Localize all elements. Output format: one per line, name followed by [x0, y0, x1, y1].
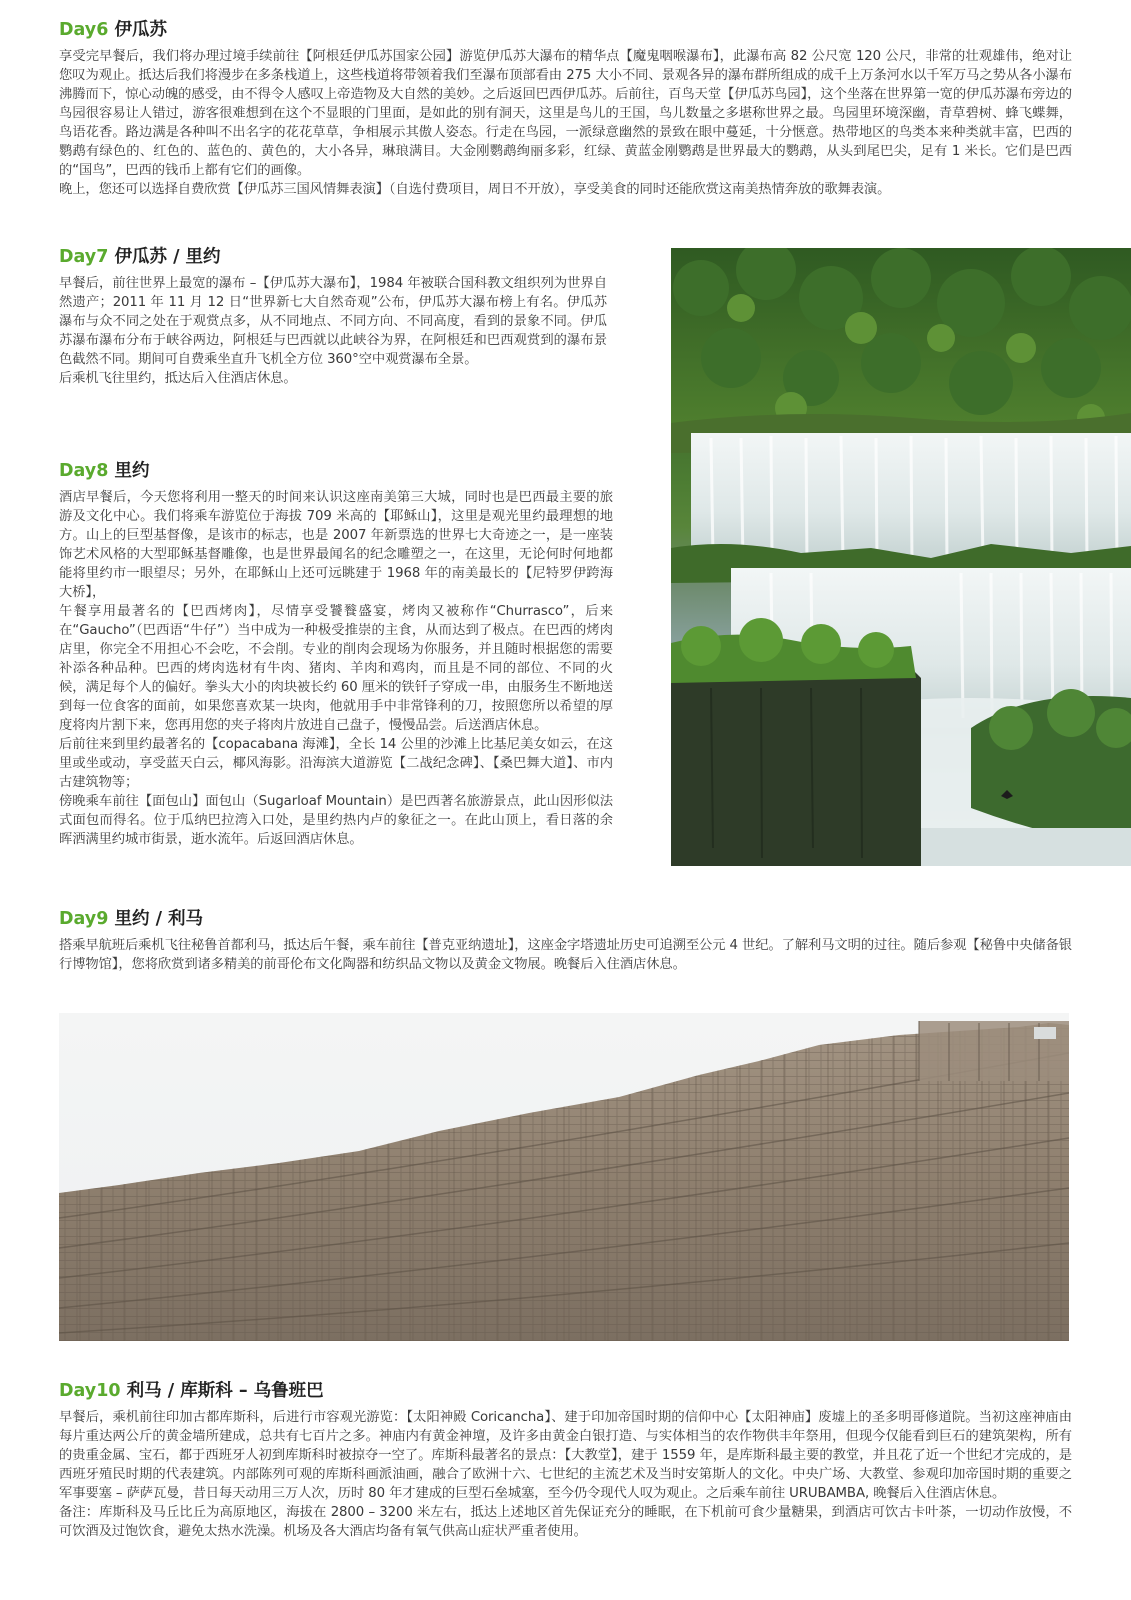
day6-paragraph-1: 享受完早餐后，我们将办理过境手续前往【阿根廷伊瓜苏国家公园】游览伊瓜苏大瀑布的精华点【魔鬼咽喉瀑布】，此瀑布高 82 公尺宽 120 公尺，非常的壮观雄伟，绝对让您叹为观止。抵达后我们将漫步在多条栈道上，这些栈道将带领着我们至瀑布顶部看由 275 大小不同、景观各异的瀑布群所组成的成千上万条河水以千军万马之势从各小瀑布沸腾而下，惊心动魄的感受，由不得令人感叹上帝造物及大自然的美妙。之后返回巴西伊瓜苏。后前往，百鸟天堂【伊瓜苏鸟园】，这个坐落在世界第一宽的伊瓜苏瀑布旁边的鸟园很容易让人错过，游客很难想到在这个不显眼的门里面，是如此的别有洞天，这里是鸟儿的王国，鸟儿数量之多堪称世界之最。鸟园里环境深幽，青草碧树、蜂飞蝶舞，鸟语花香。路边满是各种叫不出名字的花花草草，争相展示其傲人姿态。行走在鸟园，一派绿意幽然的景致在眼中蔓延，十分惬意。热带地区的鸟类本来种类就丰富，巴西的鹦鹉有绿色的、红色的、蓝色的、黄色的，大小各异，琳琅满目。大金刚鹦鹉绚丽多彩，红绿、黄蓝金刚鹦鹉是世界最大的鹦鹉，从头到尾巴尖，足有 1 米长。它们是巴西的“国鸟”，巴西的钱币上都有它们的画像。	[59, 49, 1072, 178]
day8-paragraph-1: 酒店早餐后，今天您将利用一整天的时间来认识这座南美第三大城，同时也是巴西最主要的旅游及文化中心。我们将乘车游览位于海拔 709 米高的【耶稣山】，这里是观光里约最理想的地方。山上的巨型基督像，是该市的标志，也是 2007 年新票选的世界七大奇迹之一，是一座装饰艺术风格的大型耶稣基督雕像，也是世界最闻名的纪念雕塑之一，在这里，无论何时何地都能将里约市一眼望尽；另外，在耶稣山上还可远眺建于 1968 年的南美最长的【尼特罗伊跨海大桥】，	[59, 490, 613, 600]
day6-paragraph-2: 晚上，您还可以选择自费欣赏【伊瓜苏三国风情舞表演】（自选付费项目，周日不开放），享受美食的同时还能欣赏这南美热情奔放的歌舞表演。	[59, 182, 891, 197]
day7-paragraph-2: 后乘机飞往里约，抵达后入住酒店休息。	[59, 371, 297, 386]
day8-section	[59, 458, 613, 849]
waterfall-photo	[671, 248, 1131, 866]
day6-title: 伊瓜苏	[114, 20, 167, 40]
day10-paragraph-2: 备注：库斯科及马丘比丘为高原地区，海拔在 2800 – 3200 米左右，抵达上述地区首先保证充分的睡眠，在下机前可食少量糖果，到酒店可饮古卡叶茶，一切动作放慢，不可饮酒及过饱饮食，避免太热水洗澡。机场及各大酒店均备有氧气供高山症状严重者使用。	[59, 1505, 1072, 1539]
day7-title: 伊瓜苏 / 里约	[114, 247, 221, 267]
day8-number: Day8	[59, 461, 109, 481]
day9-paragraph-1: 搭乘早航班后乘机飞往秘鲁首都利马，抵达后午餐，乘车前往【普克亚纳遗址】，这座金字塔遗址历史可追溯至公元 4 世纪。了解利马文明的过往。随后参观【秘鲁中央储备银行博物馆】，您将欣赏到诸多精美的前哥伦布文化陶器和纺织品文物以及黄金文物展。晚餐后入住酒店休息。	[59, 938, 1072, 972]
day8-paragraph-2: 午餐享用最著名的【巴西烤肉】，尽情享受饕餮盛宴，烤肉又被称作“Churrasco”，后来在“Gaucho”（巴西语“牛仔”）当中成为一种极受推崇的主食，从而达到了极点。在巴西的烤肉店里，你完全不用担心不会吃，不会削。专业的削肉会现场为你服务，并且随时根据您的需要补添各种品种。巴西的烤肉选材有牛肉、猪肉、羊肉和鸡肉，而且是不同的部位、不同的火候，满足每个人的偏好。拳头大小的肉块被长约 60 厘米的铁钎子穿成一串，由服务生不断地送到每一位食客的面前，如果您喜欢某一块肉，他就用手中非常锋利的刀，按照您所以希望的厚度将肉片割下来，您再用您的夹子将肉片放进自己盘子，慢慢品尝。后送酒店休息。	[59, 604, 613, 733]
day10-heading	[59, 1378, 1072, 1404]
adobe-pyramid-photo	[59, 1013, 1069, 1341]
day7-number: Day7	[59, 247, 109, 267]
day7-section	[59, 244, 607, 388]
day7-heading	[59, 244, 607, 270]
day10-title: 利马 / 库斯科 – 乌鲁班巴	[126, 1381, 324, 1401]
day8-title: 里约	[114, 461, 150, 481]
day8-paragraph-4: 傍晚乘车前往【面包山】面包山（Sugarloaf Mountain）是巴西著名旅游景点，此山因形似法式面包而得名。位于瓜纳巴拉湾入口处，是里约热内卢的象征之一。在此山顶上，看日落的余晖洒满里约城市街景，逝水流年。后返回酒店休息。	[59, 794, 613, 847]
day9-number: Day9	[59, 909, 109, 929]
day10-paragraph-1: 早餐后，乘机前往印加古都库斯科，后进行市容观光游览：【太阳神殿 Coricancha】、建于印加帝国时期的信仰中心【太阳神庙】废墟上的圣多明哥修道院。当初这座神庙由每片重达两公斤的黄金墙所建成，总共有七百片之多。神庙内有黄金神壇，及许多由黄金白银打造、与实体相当的农作物供丰年祭用，但现今仅能看到巨石的建筑架构，所有的贵重金属、宝石，都于西班牙人初到库斯科时被掠夺一空了。库斯科最著名的景点：【大教堂】，建于 1559 年，是库斯科最主要的教堂，并且花了近一个世纪才完成的，是西班牙殖民时期的代表建筑。内部陈列可观的库斯科画派油画，融合了欧洲十六、七世纪的主流艺术及当时安第斯人的文化。中央广场、大教堂、参观印加帝国时期的重要之军事要塞 – 萨萨瓦曼，昔日每天动用三万人次，历时 80 年才建成的巨型石垒城塞，至今仍令现代人叹为观止。之后乘车前往 URUBAMBA, 晚餐后入住酒店休息。	[59, 1410, 1072, 1501]
day8-paragraph-3: 后前往来到里约最著名的【copacabana 海滩】，全长 14 公里的沙滩上比基尼美女如云，在这里或坐或动，享受蓝天白云，椰风海影。沿海滨大道游览【二战纪念碑】、【桑巴舞大道】、市内古建筑物等；	[59, 737, 613, 790]
day9-title: 里约 / 利马	[114, 909, 204, 929]
day8-heading	[59, 458, 613, 484]
day10-section	[59, 1378, 1072, 1541]
day10-number: Day10	[59, 1381, 121, 1401]
day7-paragraph-1: 早餐后，前往世界上最宽的瀑布 –【伊瓜苏大瀑布】，1984 年被联合国科教文组织列为世界自然遗产；2011 年 11 月 12 日“世界新七大自然奇观”公布，伊瓜苏大瀑布榜上有名。伊瓜苏瀑布与众不同之处在于观赏点多，从不同地点、不同方向、不同高度，看到的景象不同。伊瓜苏瀑布瀑布分布于峡谷两边，阿根廷与巴西就以此峡谷为界，在阿根廷和巴西观赏到的瀑布景色截然不同。期间可自费乘坐直升飞机全方位 360°空中观赏瀑布全景。	[59, 276, 607, 367]
day9-heading	[59, 906, 1072, 932]
day6-heading	[59, 17, 1072, 43]
day6-section	[59, 17, 1072, 199]
day6-number: Day6	[59, 20, 109, 40]
day9-section	[59, 906, 1072, 974]
